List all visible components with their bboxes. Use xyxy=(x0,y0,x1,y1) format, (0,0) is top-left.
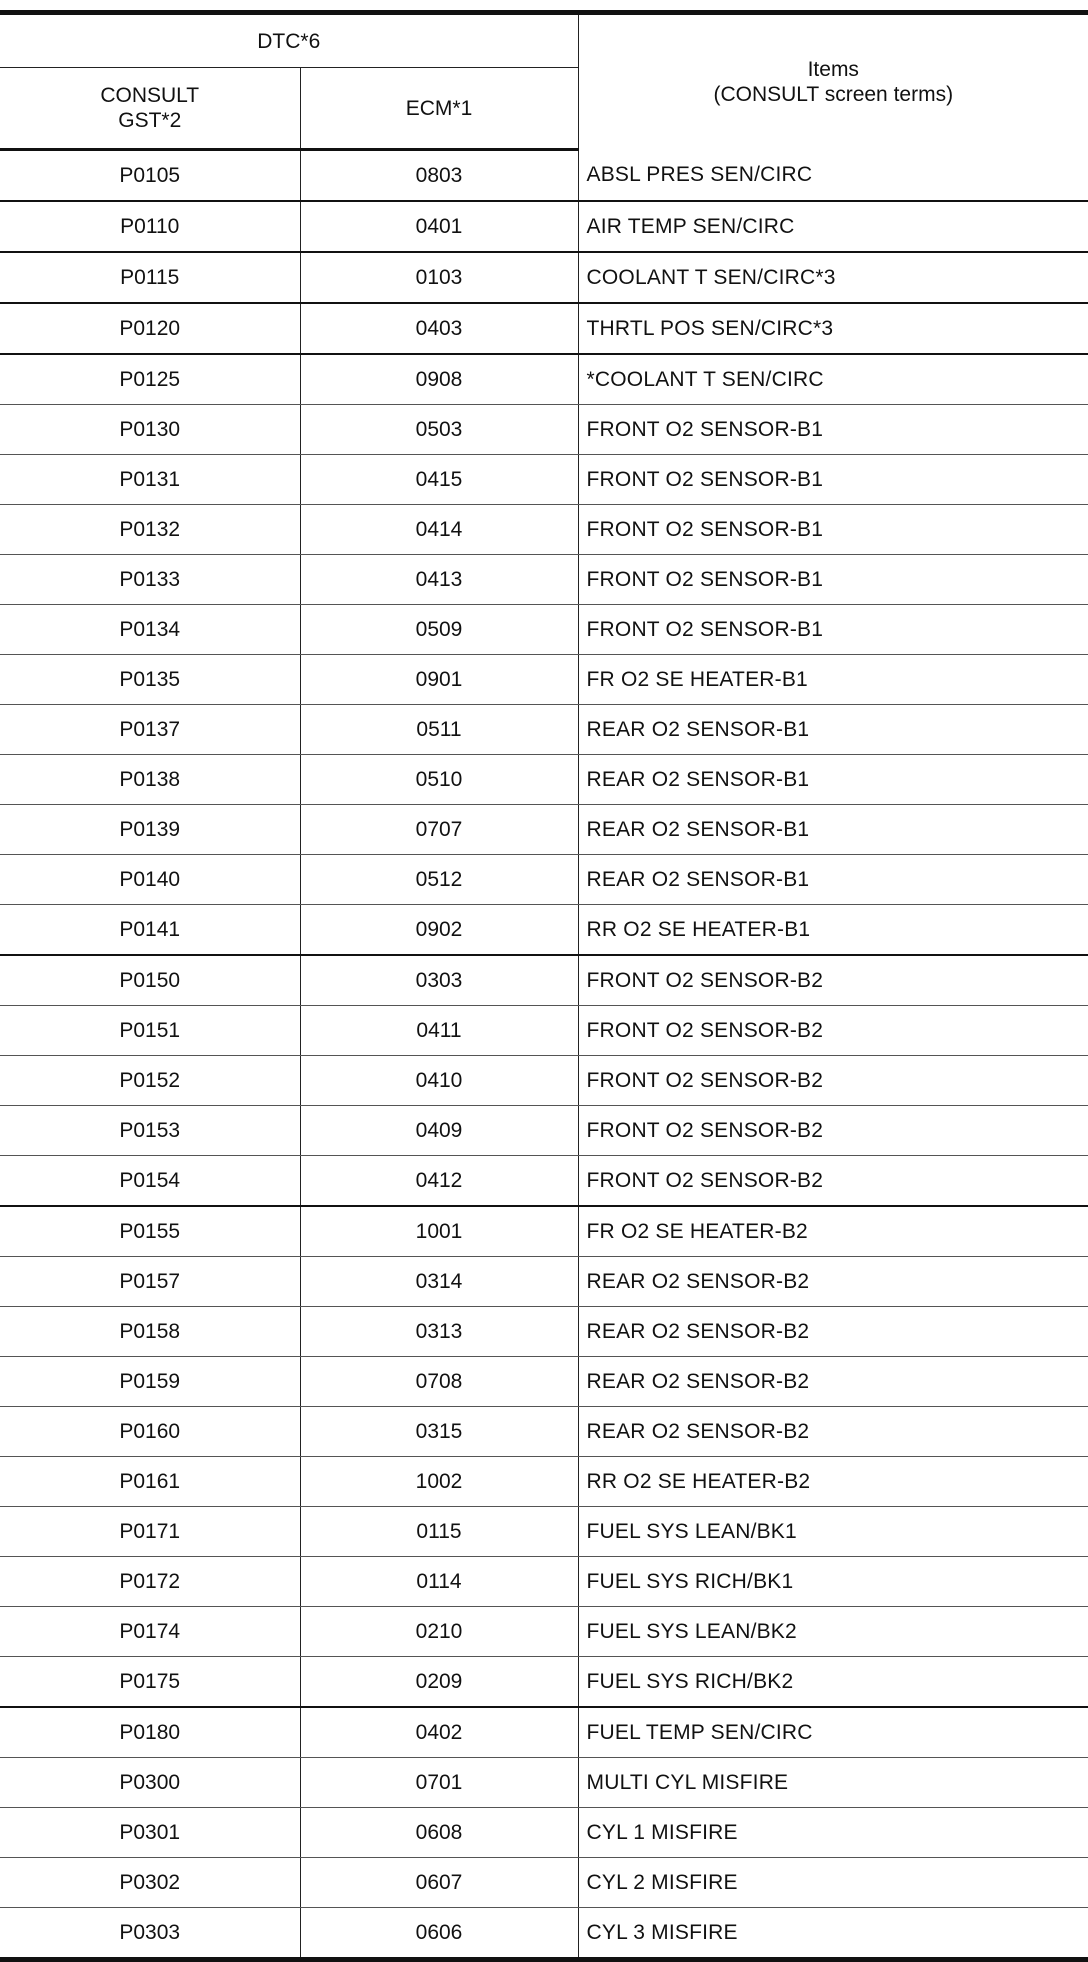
consult-code-cell: P0161 xyxy=(0,1457,300,1507)
ecm-code-cell: 0403 xyxy=(300,303,578,354)
item-name-cell: REAR O2 SENSOR-B1 xyxy=(578,705,1088,755)
ecm-code-cell: 0701 xyxy=(300,1758,578,1808)
table-row xyxy=(0,303,1088,354)
item-name-cell: REAR O2 SENSOR-B2 xyxy=(578,1307,1088,1357)
table-row xyxy=(0,1407,1088,1457)
table-row xyxy=(0,1908,1088,1960)
consult-code-cell: P0139 xyxy=(0,805,300,855)
consult-code-cell: P0175 xyxy=(0,1657,300,1708)
item-name-cell: FUEL SYS RICH/BK1 xyxy=(578,1557,1088,1607)
table-row xyxy=(0,1457,1088,1507)
table-row xyxy=(0,1106,1088,1156)
consult-code-cell: P0157 xyxy=(0,1257,300,1307)
table-row xyxy=(0,905,1088,956)
ecm-code-cell: 0512 xyxy=(300,855,578,905)
item-name-cell: FR O2 SE HEATER-B1 xyxy=(578,655,1088,705)
dtc-table-sheet xyxy=(0,10,1088,1962)
consult-code-cell: P0153 xyxy=(0,1106,300,1156)
ecm-code-cell: 0708 xyxy=(300,1357,578,1407)
item-name-cell: CYL 2 MISFIRE xyxy=(578,1858,1088,1908)
table-row xyxy=(0,201,1088,252)
ecm-code-cell: 0803 xyxy=(300,150,578,202)
table-header xyxy=(0,13,1088,150)
consult-code-cell: P0133 xyxy=(0,555,300,605)
table-row xyxy=(0,555,1088,605)
item-name-cell: FRONT O2 SENSOR-B2 xyxy=(578,1006,1088,1056)
ecm-code-cell: 0412 xyxy=(300,1156,578,1207)
item-name-cell: FRONT O2 SENSOR-B1 xyxy=(578,505,1088,555)
consult-code-cell: P0137 xyxy=(0,705,300,755)
consult-code-cell: P0159 xyxy=(0,1357,300,1407)
consult-code-cell: P0301 xyxy=(0,1808,300,1858)
consult-code-cell: P0105 xyxy=(0,150,300,202)
item-name-cell: FUEL SYS LEAN/BK1 xyxy=(578,1507,1088,1557)
table-row xyxy=(0,1707,1088,1758)
consult-code-cell: P0172 xyxy=(0,1557,300,1607)
item-name-cell: FUEL SYS RICH/BK2 xyxy=(578,1657,1088,1708)
table-row xyxy=(0,855,1088,905)
table-row xyxy=(0,705,1088,755)
item-name-cell: FRONT O2 SENSOR-B2 xyxy=(578,1156,1088,1207)
table-row xyxy=(0,655,1088,705)
ecm-code-cell: 0410 xyxy=(300,1056,578,1106)
header-items-line2: (CONSULT screen terms) xyxy=(713,83,954,107)
ecm-code-cell: 0210 xyxy=(300,1607,578,1657)
ecm-code-cell: 0510 xyxy=(300,755,578,805)
header-ecm: ECM*1 xyxy=(300,68,578,150)
item-name-cell: AIR TEMP SEN/CIRC xyxy=(578,201,1088,252)
table-body xyxy=(0,150,1088,1960)
table-row xyxy=(0,1858,1088,1908)
item-name-cell: FRONT O2 SENSOR-B1 xyxy=(578,405,1088,455)
ecm-code-cell: 0908 xyxy=(300,354,578,405)
table-row xyxy=(0,1156,1088,1207)
ecm-code-cell: 0415 xyxy=(300,455,578,505)
consult-code-cell: P0120 xyxy=(0,303,300,354)
table-row xyxy=(0,405,1088,455)
item-name-cell: REAR O2 SENSOR-B2 xyxy=(578,1257,1088,1307)
header-items xyxy=(578,13,1088,150)
item-name-cell: THRTL POS SEN/CIRC*3 xyxy=(578,303,1088,354)
ecm-code-cell: 0103 xyxy=(300,252,578,303)
table-row xyxy=(0,150,1088,202)
table-row xyxy=(0,252,1088,303)
ecm-code-cell: 0901 xyxy=(300,655,578,705)
item-name-cell: CYL 3 MISFIRE xyxy=(586,1920,738,1944)
consult-code-cell: P0140 xyxy=(0,855,300,905)
item-name-cell: RR O2 SE HEATER-B2 xyxy=(578,1457,1088,1507)
ecm-code-cell: 0313 xyxy=(300,1307,578,1357)
ecm-code-cell: 0114 xyxy=(300,1557,578,1607)
ecm-code-cell: 0707 xyxy=(300,805,578,855)
consult-code-cell: P0302 xyxy=(0,1858,300,1908)
consult-code-cell: P0110 xyxy=(0,201,300,252)
ecm-code-cell: 0503 xyxy=(300,405,578,455)
ecm-code-cell: 1001 xyxy=(300,1206,578,1257)
ecm-code-cell: 0209 xyxy=(300,1657,578,1708)
table-row xyxy=(0,1557,1088,1607)
header-dtc-group: DTC*6 xyxy=(0,13,578,68)
table-row xyxy=(0,805,1088,855)
item-name-cell: REAR O2 SENSOR-B2 xyxy=(578,1407,1088,1457)
ecm-code-cell: 0509 xyxy=(300,605,578,655)
consult-code-cell: P0150 xyxy=(0,955,300,1006)
item-name-cell: REAR O2 SENSOR-B2 xyxy=(578,1357,1088,1407)
item-name-cell: FUEL SYS LEAN/BK2 xyxy=(578,1607,1088,1657)
consult-code-cell: P0138 xyxy=(0,755,300,805)
table-row xyxy=(0,505,1088,555)
ecm-code-cell: 0511 xyxy=(300,705,578,755)
item-name-cell: FR O2 SE HEATER-B2 xyxy=(578,1206,1088,1257)
table-row xyxy=(0,1507,1088,1557)
item-name-cell: FRONT O2 SENSOR-B2 xyxy=(578,955,1088,1006)
consult-code-cell: P0115 xyxy=(0,252,300,303)
item-name-cell: FRONT O2 SENSOR-B2 xyxy=(578,1056,1088,1106)
table-row xyxy=(0,354,1088,405)
consult-code-cell: P0131 xyxy=(0,455,300,505)
ecm-code-cell: 0411 xyxy=(300,1006,578,1056)
table-row xyxy=(0,1657,1088,1708)
consult-code-cell: P0154 xyxy=(0,1156,300,1207)
ecm-code-cell: 0115 xyxy=(300,1507,578,1557)
item-name-cell: REAR O2 SENSOR-B1 xyxy=(578,855,1088,905)
consult-code-cell: P0303 xyxy=(0,1908,300,1960)
ecm-code-cell: 0902 xyxy=(300,905,578,956)
item-name-cell: FRONT O2 SENSOR-B2 xyxy=(578,1106,1088,1156)
item-name-cell: REAR O2 SENSOR-B1 xyxy=(578,805,1088,855)
ecm-code-cell: 0409 xyxy=(300,1106,578,1156)
ecm-code-cell: 0303 xyxy=(300,955,578,1006)
consult-code-cell: P0141 xyxy=(0,905,300,956)
consult-code-cell: P0125 xyxy=(0,354,300,405)
table-row xyxy=(0,1206,1088,1257)
table-row xyxy=(0,1006,1088,1056)
item-name-cell: ABSL PRES SEN/CIRC xyxy=(578,150,1088,202)
consult-code-cell: P0132 xyxy=(0,505,300,555)
ecm-code-cell: 0314 xyxy=(300,1257,578,1307)
consult-code-cell: P0158 xyxy=(0,1307,300,1357)
consult-code-cell: P0171 xyxy=(0,1507,300,1557)
item-name-cell: COOLANT T SEN/CIRC*3 xyxy=(578,252,1088,303)
consult-code-cell: P0130 xyxy=(0,405,300,455)
table-row xyxy=(0,455,1088,505)
table-row xyxy=(0,755,1088,805)
ecm-code-cell: 0315 xyxy=(300,1407,578,1457)
table-row xyxy=(0,1607,1088,1657)
consult-code-cell: P0134 xyxy=(0,605,300,655)
item-name-cell: FUEL TEMP SEN/CIRC xyxy=(578,1707,1088,1758)
ecm-code-cell: 0414 xyxy=(300,505,578,555)
dtc-table xyxy=(0,10,1088,1962)
table-row xyxy=(0,1357,1088,1407)
item-name-cell: FRONT O2 SENSOR-B1 xyxy=(578,455,1088,505)
ecm-code-cell: 0401 xyxy=(300,201,578,252)
table-row xyxy=(0,1257,1088,1307)
header-consult xyxy=(0,68,300,150)
item-name-cell: FRONT O2 SENSOR-B1 xyxy=(578,605,1088,655)
ecm-code-cell: 0402 xyxy=(300,1707,578,1758)
consult-code-cell: P0160 xyxy=(0,1407,300,1457)
item-name-cell: MULTI CYL MISFIRE xyxy=(578,1758,1088,1808)
consult-code-cell: P0135 xyxy=(0,655,300,705)
ecm-code-cell: 0413 xyxy=(300,555,578,605)
item-name-cell: REAR O2 SENSOR-B1 xyxy=(578,755,1088,805)
header-consult-line1: CONSULT xyxy=(100,84,200,107)
header-consult-line2: GST*2 xyxy=(118,109,182,132)
table-row xyxy=(0,605,1088,655)
header-items-line1: Items xyxy=(807,58,859,82)
ecm-code-cell: 1002 xyxy=(300,1457,578,1507)
ecm-code-cell: 0606 xyxy=(300,1908,578,1960)
consult-code-cell: P0152 xyxy=(0,1056,300,1106)
consult-code-cell: P0300 xyxy=(0,1758,300,1808)
consult-code-cell: P0180 xyxy=(0,1707,300,1758)
table-row xyxy=(0,1056,1088,1106)
ecm-code-cell: 0608 xyxy=(300,1808,578,1858)
item-name-cell: RR O2 SE HEATER-B1 xyxy=(578,905,1088,956)
ecm-code-cell: 0607 xyxy=(300,1858,578,1908)
table-row xyxy=(0,1758,1088,1808)
item-name-cell: FRONT O2 SENSOR-B1 xyxy=(578,555,1088,605)
consult-code-cell: P0174 xyxy=(0,1607,300,1657)
consult-code-cell: P0151 xyxy=(0,1006,300,1056)
table-row xyxy=(0,1808,1088,1858)
table-row xyxy=(0,1307,1088,1357)
item-name-cell: *COOLANT T SEN/CIRC xyxy=(578,354,1088,405)
table-row xyxy=(0,955,1088,1006)
consult-code-cell: P0155 xyxy=(0,1206,300,1257)
item-name-cell: CYL 1 MISFIRE xyxy=(578,1808,1088,1858)
